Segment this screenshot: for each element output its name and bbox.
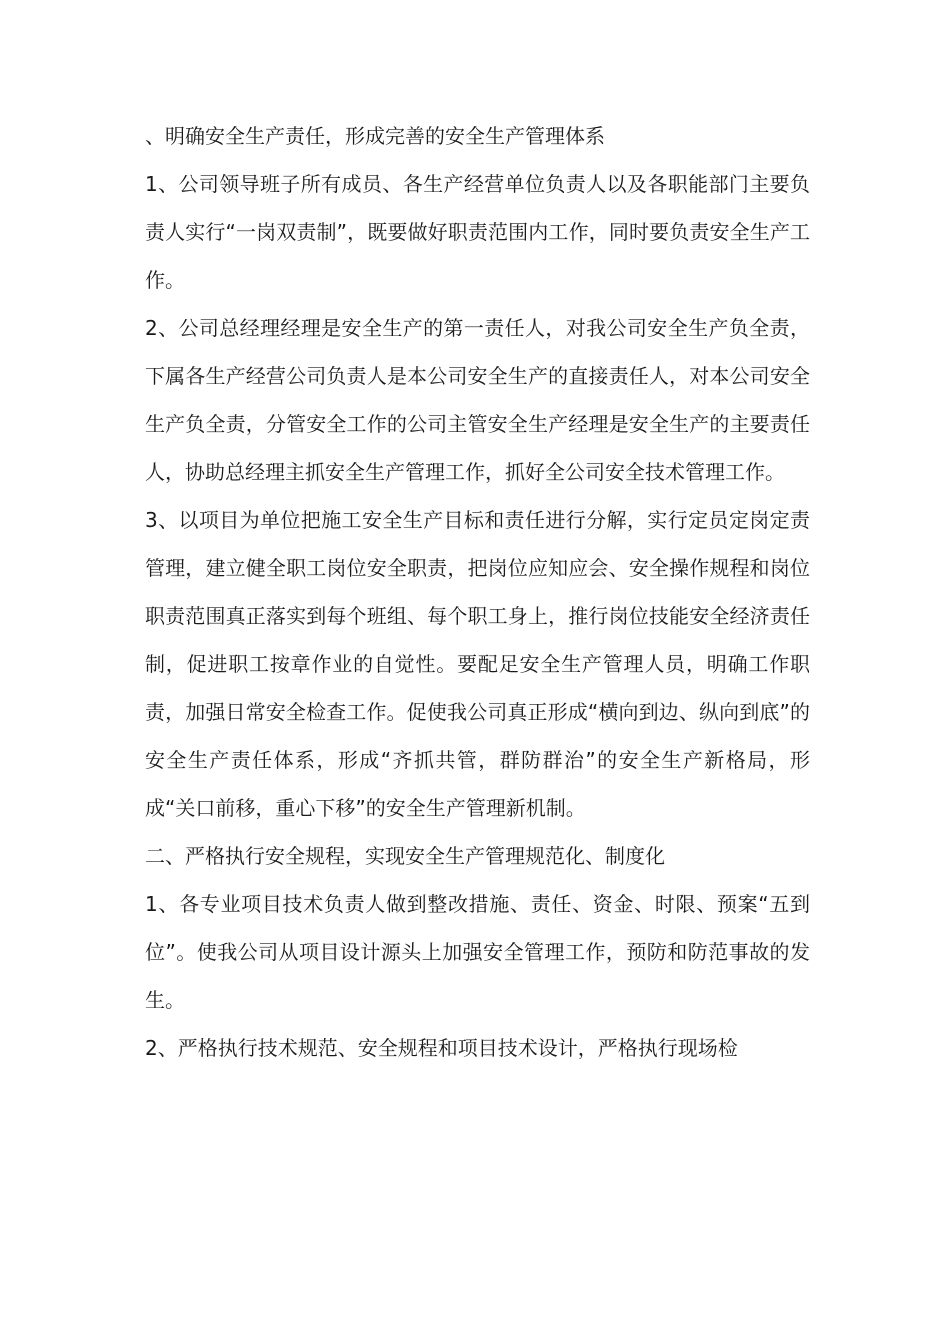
document-body	[145, 112, 810, 1072]
paragraph-1-3: 3、以项目为单位把施工安全生产目标和责任进行分解，实行定员定岗定责管理，建立健全职工岗位安全职责，把岗位应知应会、安全操作规程和岗位职责范围真正落实到每个班组、每个职工身上，推行岗位技能安全经济责任制，促进职工按章作业的自觉性。要配足安全生产管理人员，明确工作职责，加强日常安全检查工作。促使我公司真正形成“横向到边、纵向到底”的安全生产责任体系，形成“齐抓共管，群防群治”的安全生产新格局，形成“关口前移，重心下移”的安全生产管理新机制。	[145, 508, 810, 820]
paragraph-1-1: 1、公司领导班子所有成员、各生产经营单位负责人以及各职能部门主要负责人实行“一岗双责制”，既要做好职责范围内工作，同时要负责安全生产工作。	[145, 172, 810, 292]
section-heading-2: 二、严格执行安全规程，实现安全生产管理规范化、制度化	[145, 844, 665, 868]
paragraph-2-1: 1、各专业项目技术负责人做到整改措施、责任、资金、时限、预案“五到位”。使我公司从项目设计源头上加强安全管理工作，预防和防范事故的发生。	[145, 892, 810, 1012]
section-heading-1: 、明确安全生产责任，形成完善的安全生产管理体系	[145, 124, 605, 148]
paragraph-2-2: 2、严格执行技术规范、安全规程和项目技术设计，严格执行现场检	[145, 1036, 738, 1060]
paragraph-1-2: 2、公司总经理经理是安全生产的第一责任人，对我公司安全生产负全责，下属各生产经营公司负责人是本公司安全生产的直接责任人，对本公司安全生产负全责，分管安全工作的公司主管安全生产经理是安全生产的主要责任人，协助总经理主抓安全生产管理工作，抓好全公司安全技术管理工作。	[145, 316, 810, 484]
